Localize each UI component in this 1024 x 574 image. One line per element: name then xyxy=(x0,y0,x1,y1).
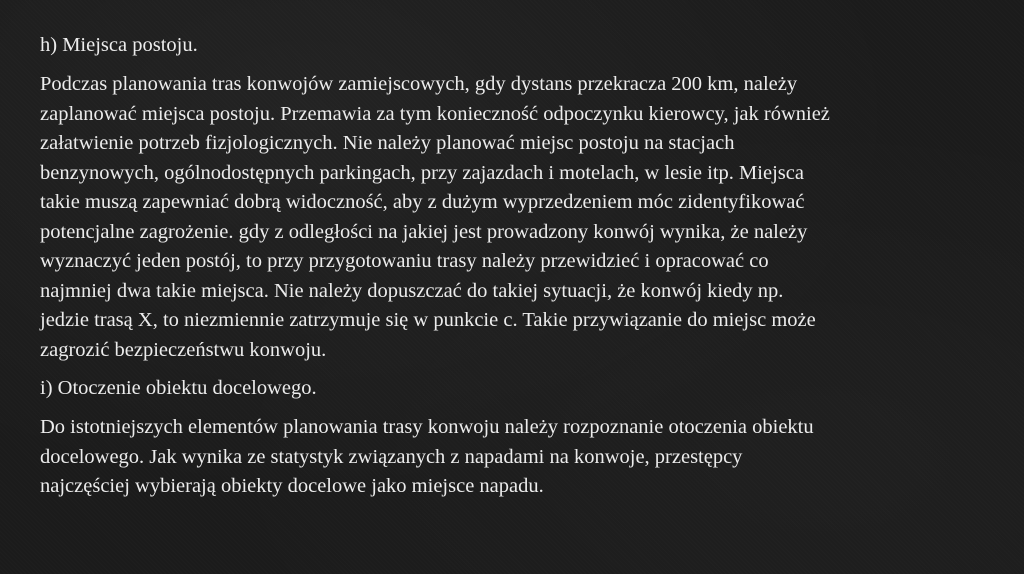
section-heading-h: h) Miejsca postoju. xyxy=(40,34,198,56)
paragraph-line: załatwienie potrzeb fizjologicznych. Nie należy planować miejsc postoju na stacjach xyxy=(40,132,735,154)
paragraph-line: jedzie trasą X, to niezmiennie zatrzymuje się w punkcie c. Takie przywiązanie do miejsc może xyxy=(40,309,816,331)
section-heading-i: i) Otoczenie obiektu docelowego. xyxy=(40,377,317,399)
paragraph-line: Do istotniejszych elementów planowania trasy konwoju należy rozpoznanie otoczenia obiektu xyxy=(40,416,814,438)
paragraph-line: takie muszą zapewniać dobrą widoczność, aby z dużym wyprzedzeniem móc zidentyfikować xyxy=(40,191,805,213)
paragraph-line: zagrozić bezpieczeństwu konwoju. xyxy=(40,338,327,361)
paragraph-line: zaplanować miejsca postoju. Przemawia za tym konieczność odpoczynku kierowcy, jak również xyxy=(40,102,830,125)
paragraph-line: najmniej dwa takie miejsca. Nie należy dopuszczać do takiej sytuacji, że konwój kiedy np. xyxy=(40,279,784,302)
paragraph-line: Podczas planowania tras konwojów zamiejscowych, gdy dystans przekracza 200 km, należy xyxy=(40,73,798,95)
paragraph-line: benzynowych, ogólnodostępnych parkingach, przy zajazdach i motelach, w lesie itp. Miejsca xyxy=(40,161,804,184)
paragraph-miejsca-postoju xyxy=(40,70,1000,365)
slide-content xyxy=(40,31,1000,511)
paragraph-line: potencjalne zagrożenie. gdy z odległości na jakiej jest prowadzony konwój wynika, że należy xyxy=(40,220,808,243)
paragraph-line: wyznaczyć jeden postój, to przy przygotowaniu trasy należy przewidzieć i opracować co xyxy=(40,250,769,272)
paragraph-line: najczęściej wybierają obiekty docelowe jako miejsce napadu. xyxy=(40,475,544,497)
paragraph-otoczenie-obiektu xyxy=(40,413,1000,502)
paragraph-line: docelowego. Jak wynika ze statystyk związanych z napadami na konwoje, przestępcy xyxy=(40,445,743,468)
